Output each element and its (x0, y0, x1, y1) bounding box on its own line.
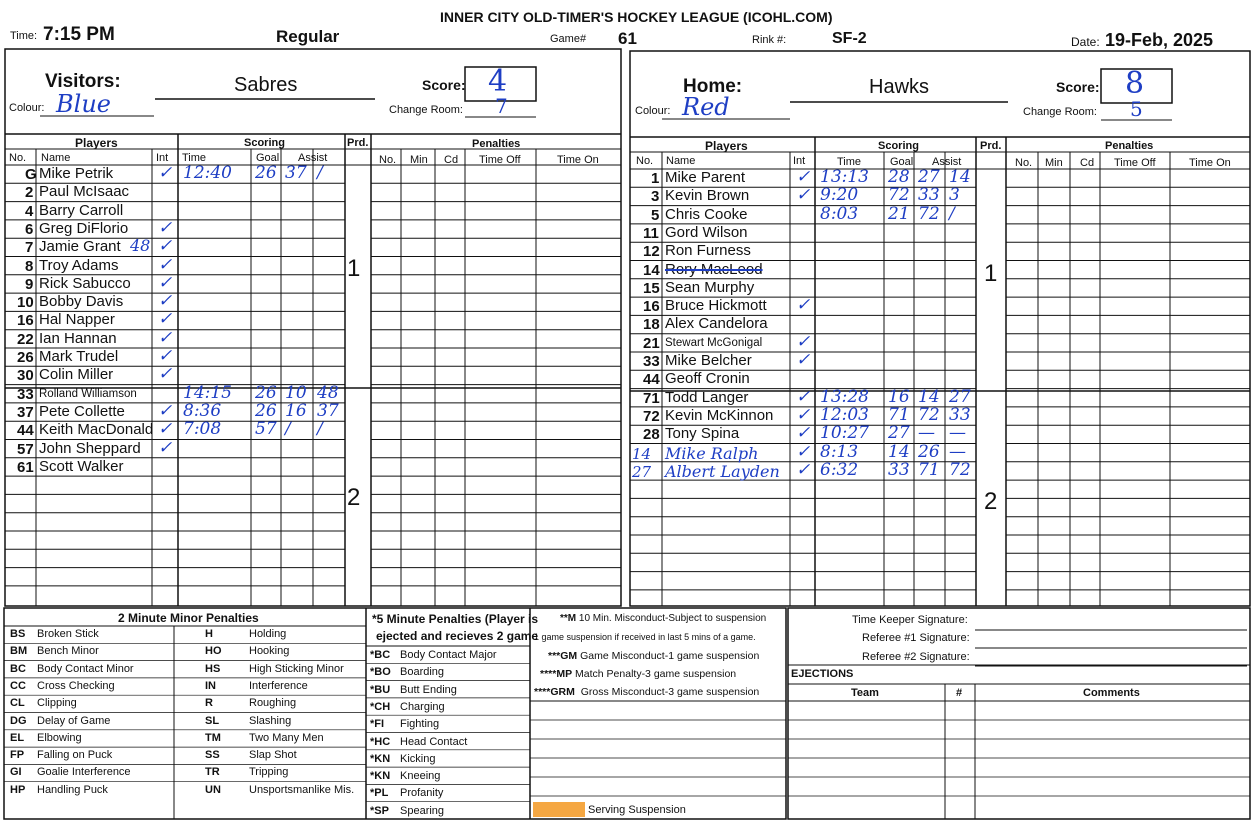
visitors-player-number: 61 (17, 458, 34, 476)
visitors-period-2: 2 (347, 484, 361, 511)
home-score-label: Score: (1056, 79, 1100, 95)
minor-penalty-name: Slashing (249, 714, 292, 727)
major-penalty-code: *BC (370, 649, 391, 661)
home-goal-assist2: 27 (949, 386, 971, 407)
home-colour-label: Colour: (635, 105, 671, 117)
visitors-no-header: No. (9, 152, 27, 164)
minor-penalty-name: Clipping (37, 697, 77, 710)
home-team-name: Hawks (869, 76, 930, 98)
ejections-team-header: Team (851, 687, 879, 699)
misconduct-mp: ****MP Match Penalty-3 game suspension (540, 668, 737, 680)
visitors-player-name: Rolland Williamson (39, 387, 137, 400)
home-player-name: Todd Langer (665, 388, 749, 406)
major-penalty-code: *BO (370, 666, 391, 679)
visitors-goal-assist1: / (285, 419, 291, 440)
visitors-player-name: Pete Collette (39, 402, 125, 420)
home-int-check: ✓ (796, 185, 811, 206)
minor-penalty-code: TR (205, 766, 220, 779)
minor-penalty-code: R (205, 697, 213, 710)
minor-penalty-name: Delay of Game (37, 714, 111, 727)
major-penalty-name: Kneeing (400, 770, 441, 783)
minor-penalty-code: IN (205, 679, 216, 692)
visitors-player-name: Paul McIsaac (39, 183, 130, 201)
minor-penalty-name: Handling Puck (37, 783, 108, 796)
minor-penalty-name: Goalie Interference (37, 766, 131, 779)
home-int-check: ✓ (796, 404, 811, 425)
home-player-name: Albert Layden (665, 461, 780, 481)
game-date: 19-Feb, 2025 (1105, 30, 1214, 50)
visitors-goal-assist1: 37 (285, 163, 307, 183)
home-goal-goal: 14 (888, 441, 910, 462)
misconduct-m-note: 1 game suspension if received in last 5 mins of a game. (534, 632, 756, 642)
visitors-player-number: 22 (17, 330, 34, 348)
home-goal-assist2: 3 (949, 185, 960, 206)
major-penalty-name: Head Contact (400, 735, 468, 748)
misconduct-gm: ***GM Game Misconduct-1 game suspension (548, 650, 760, 662)
visitors-score: 4 (488, 64, 508, 99)
visitors-colour-label: Colour: (9, 102, 45, 114)
home-player-name: Mike Belcher (665, 352, 752, 369)
home-int-check: ✓ (796, 386, 811, 407)
minor-penalty-name: Falling on Puck (37, 749, 113, 762)
minor-penalty-code: BM (10, 645, 28, 658)
home-period-2: 2 (984, 488, 998, 515)
minor-penalty-name: Tripping (249, 766, 289, 779)
home-player-number: 18 (643, 316, 660, 334)
visitors-int-check: ✓ (158, 346, 173, 366)
home-player-number: 28 (643, 426, 660, 444)
visitors-goal-assist2: / (317, 163, 323, 183)
game-label: Game# (550, 33, 587, 45)
home-player-number: 3 (651, 188, 660, 206)
visitors-goal-goal: 26 (255, 400, 277, 421)
visitors-goal-goal: 26 (255, 382, 277, 403)
serving-suspension-swatch (533, 802, 585, 817)
home-player-number: 72 (643, 407, 660, 425)
serving-suspension-label: Serving Suspension (588, 804, 686, 816)
visitors-player-number: 10 (17, 294, 34, 312)
rink-value: SF-2 (832, 30, 867, 47)
home-player-name: Sean Murphy (665, 278, 755, 296)
major-penalty-name: Body Contact Major (400, 649, 497, 661)
major-penalty-name: Kicking (400, 752, 436, 765)
visitors-int-check: ✓ (158, 327, 173, 348)
major-penalty-code: *HC (370, 735, 391, 748)
home-int-check: ✓ (796, 331, 811, 352)
visitors-player-number: 44 (17, 422, 34, 440)
major-penalty-name: Fighting (400, 718, 440, 731)
visitors-player-name: Troy Adams (39, 256, 119, 274)
home-int-check: ✓ (796, 350, 811, 370)
visitors-int-check: ✓ (158, 217, 173, 238)
minor-penalty-name: Slap Shot (249, 749, 297, 762)
visitors-player-number: 26 (17, 349, 34, 366)
home-label: Home: (683, 76, 743, 97)
visitors-player-name: Colin Miller (39, 366, 114, 384)
home-int-check: ✓ (796, 295, 811, 316)
home-player-number: 14 (643, 261, 660, 279)
visitors-int-check: ✓ (158, 419, 173, 440)
home-goal-assist1: 72 (918, 404, 940, 425)
home-penalties-header: Penalties (1105, 140, 1154, 152)
home-goal-header: Goal (890, 156, 914, 168)
minor-penalty-code: H (205, 628, 213, 640)
visitors-goal-assist1: 10 (285, 382, 307, 403)
game-type: Regular (276, 27, 340, 46)
home-player-name: Kevin Brown (665, 187, 750, 205)
home-goal-assist2: — (949, 423, 966, 444)
home-timeoff-header: Time Off (1114, 157, 1156, 169)
home-player-name: Stewart McGonigal (665, 336, 763, 349)
visitors-goal-time: 14:15 (183, 382, 232, 403)
visitors-goal-time: 12:40 (183, 163, 232, 183)
major-penalty-name: Profanity (400, 787, 444, 800)
home-player-name: Kevin McKinnon (665, 406, 774, 424)
visitors-period-1: 1 (347, 255, 361, 282)
visitors-player-name: Rick Sabucco (39, 274, 131, 292)
home-goal-assist1: 14 (918, 386, 940, 407)
minor-penalty-name: High Sticking Minor (249, 662, 344, 675)
home-goal-time: 13:13 (820, 167, 869, 187)
minor-penalty-code: FP (10, 749, 25, 762)
home-change-room: 5 (1130, 97, 1143, 121)
minor-penalty-code: TM (205, 731, 221, 744)
minor-penalty-code: GI (10, 766, 22, 779)
minor-penalty-name: Two Many Men (249, 731, 324, 744)
visitors-cd-header: Cd (444, 154, 459, 166)
visitors-timeoff-header: Time Off (479, 154, 521, 166)
home-cd-header: Cd (1080, 157, 1095, 169)
visitors-player-number: G (25, 166, 37, 183)
visitors-int-check: ✓ (158, 437, 173, 458)
visitors-min-header: Min (410, 154, 428, 166)
minor-penalty-code: CL (10, 697, 25, 710)
home-goal-time: 6:32 (820, 459, 859, 480)
visitors-change-room: 7 (495, 94, 508, 118)
home-goal-goal: 16 (888, 386, 910, 407)
visitors-player-name: Jamie Grant (39, 238, 121, 256)
home-player-name: Chris Cooke (665, 205, 748, 223)
visitors-score-label: Score: (422, 77, 466, 93)
home-player-number: 1 (651, 170, 660, 187)
visitors-player-number: 6 (25, 220, 34, 238)
date-label: Date: (1071, 35, 1100, 49)
home-player-name: Tony Spina (665, 425, 740, 443)
visitors-player-number: 9 (25, 275, 34, 293)
visitors-goal-assist1: 16 (285, 400, 307, 421)
home-goal-goal: 27 (888, 423, 910, 444)
home-assist-header: Assist (932, 156, 962, 168)
home-player-number: 71 (643, 389, 660, 407)
home-player-number: 12 (643, 243, 660, 261)
visitors-player-name: Ian Hannan (39, 329, 117, 347)
visitors-prd-header: Prd. (347, 137, 369, 149)
home-score: 8 (1125, 66, 1145, 101)
visitors-goal-time: 8:36 (183, 400, 222, 421)
visitors-int-header: Int (156, 152, 169, 164)
home-goal-goal: 21 (888, 203, 910, 224)
visitors-player-number: 30 (17, 367, 34, 385)
major-penalties-title: *5 Minute Penalties (Player is (372, 612, 539, 626)
home-goal-time: 10:27 (820, 423, 869, 444)
visitors-timeon-header: Time On (557, 154, 599, 166)
home-goal-assist2: / (949, 203, 955, 224)
visitors-change-room-label: Change Room: (389, 104, 463, 116)
visitors-player-number: 8 (25, 257, 34, 275)
visitors-goal-assist2: / (317, 419, 323, 440)
major-penalty-code: *CH (370, 700, 391, 713)
visitors-player-name: Hal Napper (39, 311, 115, 329)
visitors-player-name: Scott Walker (39, 457, 124, 475)
visitors-player-name: Bobby Davis (39, 293, 124, 311)
visitors-player-name: Keith MacDonald (39, 421, 154, 439)
visitors-player-number: 7 (25, 239, 34, 257)
major-penalty-code: *BU (370, 683, 391, 696)
minor-penalty-name: Unsportsmanlike Mis. (249, 783, 355, 796)
home-player-name: Mike Ralph (665, 443, 759, 463)
minor-penalty-code: HS (205, 662, 221, 675)
home-goal-assist1: 33 (918, 185, 940, 206)
home-goal-assist2: 72 (949, 459, 971, 480)
ejections-title: EJECTIONS (791, 668, 854, 680)
minor-penalty-code: UN (205, 783, 221, 796)
home-player-name: Mike Parent (665, 169, 746, 186)
home-goal-assist1: 72 (918, 203, 940, 224)
league-title: INNER CITY OLD-TIMER'S HOCKEY LEAGUE (ICOHL.COM) (440, 9, 833, 25)
home-min-header: Min (1045, 157, 1063, 169)
home-period-1: 1 (984, 260, 998, 287)
major-penalty-code: *PL (370, 787, 389, 800)
visitors-int-check: ✓ (158, 364, 173, 385)
home-goal-time: 8:03 (820, 203, 859, 224)
minor-penalty-code: SL (205, 714, 220, 727)
ejections-comments-header: Comments (1083, 687, 1140, 699)
home-players-header: Players (705, 139, 748, 153)
home-prd-header: Prd. (980, 140, 1002, 152)
major-penalty-code: *FI (370, 718, 385, 731)
visitors-player-number: 2 (25, 184, 34, 202)
minor-penalty-name: Elbowing (37, 731, 82, 744)
home-goal-assist2: 33 (949, 404, 971, 425)
minor-penalty-name: Holding (249, 628, 287, 640)
visitors-player-note: 48 (130, 236, 151, 256)
major-penalty-name: Butt Ending (400, 683, 457, 696)
rink-label: Rink #: (752, 34, 787, 46)
visitors-scoring-header: Scoring (244, 137, 285, 149)
home-goal-goal: 72 (888, 185, 910, 206)
home-goal-assist1: 71 (918, 459, 940, 480)
visitors-player-name: Mike Petrik (39, 165, 114, 182)
home-player-number: 16 (643, 298, 660, 316)
timekeeper-signature-label: Time Keeper Signature: (852, 614, 968, 626)
home-goal-assist1: 27 (918, 167, 940, 187)
visitors-pen-no-header: No. (379, 154, 397, 166)
home-player-number: 21 (643, 334, 660, 352)
visitors-label: Visitors: (45, 71, 121, 92)
visitors-goal-header: Goal (256, 152, 280, 164)
minor-penalty-code: CC (10, 679, 26, 692)
game-number: 61 (618, 29, 637, 48)
home-goal-assist1: — (918, 423, 935, 444)
ejections-number-header: # (956, 687, 963, 699)
visitors-name-header: Name (41, 152, 71, 164)
visitors-goal-goal: 26 (255, 163, 277, 183)
visitors-player-name: Greg DiFlorio (39, 219, 129, 237)
minor-penalty-name: Body Contact Minor (37, 662, 134, 675)
home-int-check: ✓ (796, 441, 811, 462)
home-goal-time: 8:13 (820, 441, 859, 462)
major-penalty-code: *SP (370, 804, 389, 817)
minor-penalty-code: BC (10, 662, 26, 675)
visitors-penalties-header: Penalties (472, 138, 521, 150)
home-player-number: 44 (643, 371, 660, 389)
visitors-team-name: Sabres (234, 74, 298, 96)
home-goal-time: 12:03 (820, 404, 869, 425)
home-pen-no-header: No. (1015, 157, 1033, 169)
home-goal-goal: 28 (888, 167, 910, 187)
misconduct-grm: ****GRM Gross Misconduct-3 game suspension (534, 686, 760, 698)
visitors-player-number: 4 (25, 202, 34, 220)
minor-penalty-name: Hooking (249, 645, 290, 658)
home-goal-goal: 33 (888, 459, 910, 480)
visitors-int-check: ✓ (158, 291, 173, 312)
minor-penalty-code: HP (10, 783, 26, 796)
home-time-header: Time (837, 156, 862, 168)
visitors-colour: Blue (56, 90, 111, 118)
home-player-number: 15 (643, 279, 660, 297)
minor-penalty-code: BS (10, 628, 26, 640)
home-player-name: Gord Wilson (665, 223, 748, 241)
home-name-header: Name (666, 155, 696, 167)
visitors-int-check: ✓ (158, 400, 173, 421)
home-player-name: Bruce Hickmott (665, 297, 767, 315)
visitors-player-number: 33 (17, 385, 34, 403)
minor-penalty-code: DG (10, 714, 27, 727)
home-player-name: Rory MacLeod (665, 260, 763, 278)
home-player-name: Ron Furness (665, 242, 751, 260)
game-time: 7:15 PM (43, 24, 115, 45)
home-int-check: ✓ (796, 423, 811, 444)
visitors-goal-assist2: 48 (317, 382, 339, 403)
home-int-check: ✓ (796, 167, 811, 187)
visitors-assist-header: Assist (298, 152, 328, 164)
visitors-goal-assist2: 37 (317, 400, 339, 421)
major-penalty-name: Boarding (400, 666, 445, 679)
home-goal-assist1: 26 (918, 441, 940, 462)
home-change-room-label: Change Room: (1023, 106, 1097, 118)
minor-penalty-code: SS (205, 749, 220, 762)
home-player-number: 27 (632, 462, 652, 481)
home-goal-time: 13:28 (820, 386, 869, 407)
home-player-number: 33 (643, 353, 660, 370)
misconduct-m: **M 10 Min. Misconduct-Subject to suspension (560, 613, 767, 624)
minor-penalty-name: Interference (249, 679, 308, 692)
home-int-check: ✓ (796, 459, 811, 480)
visitors-int-check: ✓ (158, 254, 173, 275)
referee1-signature-label: Referee #1 Signature: (862, 632, 970, 644)
visitors-int-check: ✓ (158, 236, 173, 257)
major-penalty-code: *KN (370, 770, 391, 783)
visitors-player-name: John Sheppard (39, 439, 141, 457)
visitors-player-name: Barry Carroll (39, 201, 124, 219)
major-penalty-name: Spearing (400, 804, 445, 817)
home-goal-time: 9:20 (820, 185, 859, 206)
minor-penalty-name: Roughing (249, 697, 297, 710)
visitors-player-number: 16 (17, 312, 34, 330)
visitors-goal-goal: 57 (255, 419, 277, 440)
time-label: Time: (10, 30, 38, 42)
home-player-number: 11 (643, 224, 659, 242)
major-penalty-name: Charging (400, 700, 445, 713)
minor-penalty-name: Bench Minor (37, 645, 99, 658)
home-player-name: Alex Candelora (665, 315, 768, 333)
home-player-number: 14 (632, 444, 652, 463)
major-penalty-code: *KN (370, 752, 391, 765)
visitors-player-number: 57 (17, 440, 34, 458)
visitors-time-header: Time (182, 152, 207, 164)
home-colour: Red (682, 93, 730, 121)
minor-penalty-name: Broken Stick (37, 628, 99, 640)
home-goal-assist2: — (949, 441, 966, 462)
visitors-player-number: 37 (17, 403, 34, 421)
minor-penalties-title: 2 Minute Minor Penalties (118, 611, 259, 625)
minor-penalty-code: HO (205, 645, 222, 658)
home-goal-assist2: 14 (949, 167, 971, 187)
home-int-header: Int (793, 155, 806, 167)
referee2-signature-label: Referee #2 Signature: (862, 651, 970, 663)
visitors-goal-time: 7:08 (183, 419, 222, 440)
visitors-int-check: ✓ (158, 163, 173, 183)
minor-penalty-name: Cross Checking (37, 679, 115, 692)
home-timeon-header: Time On (1189, 157, 1231, 169)
home-no-header: No. (636, 155, 654, 167)
home-scoring-header: Scoring (878, 140, 919, 152)
visitors-int-check: ✓ (158, 272, 173, 293)
home-goal-goal: 71 (888, 404, 910, 425)
visitors-players-header: Players (75, 136, 118, 150)
home-player-name: Geoff Cronin (665, 370, 750, 388)
minor-penalty-code: EL (10, 731, 25, 744)
visitors-player-name: Mark Trudel (39, 348, 119, 365)
major-penalties-subtitle: ejected and recieves 2 game (376, 629, 539, 643)
home-player-number: 5 (651, 206, 660, 224)
visitors-int-check: ✓ (158, 309, 173, 330)
